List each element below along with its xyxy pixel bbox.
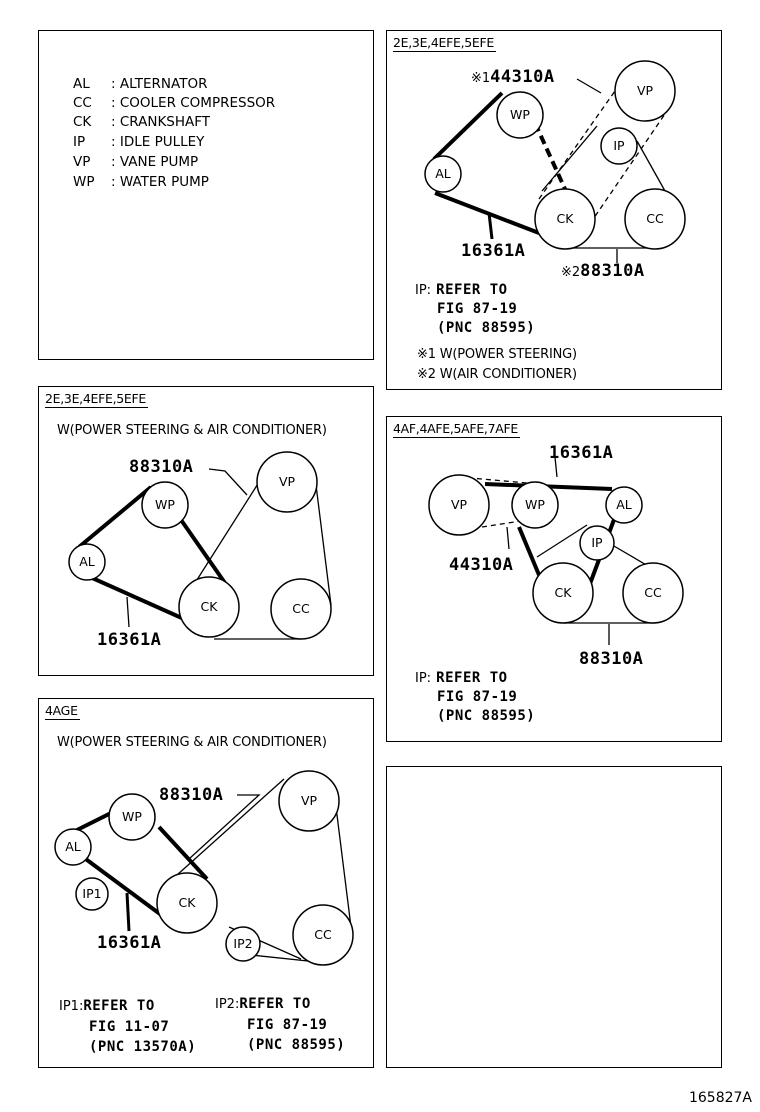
- part-16361a: 16361A: [97, 933, 162, 953]
- belt-line: [79, 487, 151, 547]
- legend-item-wp: WP : WATER PUMP: [73, 174, 209, 190]
- pulley-label: VP: [636, 83, 654, 98]
- panel-2e-3e-4efe-5efe-ps-and-ac: [38, 386, 374, 676]
- ip1-reference: IP1:REFER TO FIG 11-07 (PNC 13570A): [59, 998, 197, 1055]
- belt-line: [519, 527, 539, 575]
- pulley-label: VP: [300, 793, 318, 808]
- pulley-label: CC: [292, 601, 310, 616]
- leader-line: [209, 469, 247, 495]
- part-88310a: 88310A: [579, 649, 644, 669]
- part-16361a: 16361A: [97, 630, 162, 650]
- leader-line: [577, 79, 601, 93]
- pulley-label: WP: [510, 107, 530, 122]
- pulley-label: CK: [200, 599, 218, 614]
- pulley-label: WP: [155, 497, 175, 512]
- pulley-label: CC: [314, 927, 332, 942]
- pulley-al: [606, 487, 642, 523]
- pulley-ck: [179, 577, 239, 637]
- legend-panel: [38, 30, 374, 360]
- pulley-label: AL: [65, 839, 81, 854]
- pulley-label: WP: [122, 809, 142, 824]
- ip-reference: IP: REFER TO FIG 87-19 (PNC 88595): [415, 670, 536, 724]
- pulley-vp: [257, 452, 317, 512]
- part-44310a: ※144310A: [471, 67, 555, 87]
- pulley-label: AL: [435, 166, 451, 181]
- legend-item-cc: CC : COOLER COMPRESSOR: [73, 95, 276, 111]
- pulley-al: [55, 829, 91, 865]
- part-44310a: 44310A: [449, 555, 514, 575]
- panel-tag: 2E,3E,4EFE,5EFE: [45, 391, 146, 406]
- belt-line: [335, 799, 351, 927]
- part-88310a: 88310A: [159, 785, 224, 805]
- pulley-label: CK: [556, 211, 574, 226]
- leader-line: [507, 527, 509, 549]
- pulley-ck: [535, 189, 595, 249]
- panel-4age: [38, 698, 374, 1068]
- panel-tag: 2E,3E,4EFE,5EFE: [393, 35, 494, 50]
- leader-line: [127, 893, 129, 931]
- panel-subtitle: W(POWER STEERING & AIR CONDITIONER): [57, 735, 327, 750]
- part-16361a: 16361A: [461, 241, 526, 261]
- ip-reference: IP: REFER TO FIG 87-19 (PNC 88595): [415, 282, 536, 336]
- belt-line: [81, 573, 184, 619]
- leader-line: [127, 597, 129, 627]
- pulley-label: VP: [450, 497, 468, 512]
- pulley-label: CK: [554, 585, 572, 600]
- pulley-wp: [142, 482, 188, 528]
- part-88310a: ※288310A: [561, 261, 645, 281]
- belt-line: [435, 193, 539, 233]
- legend-item-ck: CK : CRANKSHAFT: [73, 114, 211, 130]
- pulley-label: AL: [616, 497, 632, 512]
- pulley-label: AL: [79, 554, 95, 569]
- panel-tag: 4AGE: [45, 703, 78, 718]
- pulley-ck: [533, 563, 593, 623]
- pulley-label: CC: [644, 585, 662, 600]
- pulley-label: IP2: [233, 936, 253, 951]
- leader-line: [489, 213, 492, 239]
- illustration-code: 165827A: [688, 1090, 752, 1106]
- pulley-label: IP: [591, 535, 603, 550]
- belt-line: [434, 93, 502, 159]
- note-power-steering: ※1 W(POWER STEERING): [417, 347, 577, 362]
- pulley-ip2: [226, 927, 260, 961]
- panel-4af-4afe-5afe-7afe: [386, 416, 722, 742]
- legend-item-al: AL : ALTERNATOR: [73, 76, 208, 92]
- pulley-vp: [615, 61, 675, 121]
- legend-item-ip: IP : IDLE PULLEY: [73, 134, 205, 150]
- ip2-reference: IP2:REFER TO FIG 87-19 (PNC 88595): [215, 996, 346, 1053]
- part-88310a: 88310A: [129, 457, 194, 477]
- pulley-ck: [157, 873, 217, 933]
- pulley-ip: [580, 526, 614, 560]
- belt-line: [542, 126, 597, 191]
- pulley-cc: [623, 563, 683, 623]
- pulley-cc: [293, 905, 353, 965]
- pulley-label: WP: [525, 497, 545, 512]
- pulley-label: VP: [278, 474, 296, 489]
- pulley-al: [425, 156, 461, 192]
- pulley-vp: [429, 475, 489, 535]
- pulley-vp: [279, 771, 339, 831]
- belt-line: [159, 827, 207, 879]
- pulley-label: IP: [613, 138, 625, 153]
- panel-tag: 4AF,4AFE,5AFE,7AFE: [393, 421, 518, 436]
- empty-panel: [386, 766, 722, 1068]
- pulley-label: CK: [178, 895, 196, 910]
- panel-2e-3e-4efe-5efe-ps-ac: [386, 30, 722, 390]
- pulley-ip: [601, 128, 637, 164]
- note-air-conditioner: ※2 W(AIR CONDITIONER): [417, 367, 577, 382]
- belt-diagram: [39, 387, 375, 677]
- pulley-al: [69, 544, 105, 580]
- pulley-cc: [625, 189, 685, 249]
- pulley-cc: [271, 579, 331, 639]
- pulley-label: CC: [646, 211, 664, 226]
- pulley-label: IP1: [82, 886, 102, 901]
- legend-item-vp: VP : VANE PUMP: [73, 154, 199, 170]
- pulley-wp: [109, 794, 155, 840]
- pulley-wp: [512, 482, 558, 528]
- part-16361a: 16361A: [549, 443, 614, 463]
- pulley-ip1: [76, 878, 108, 910]
- pulley-wp: [497, 92, 543, 138]
- panel-subtitle: W(POWER STEERING & AIR CONDITIONER): [57, 423, 327, 438]
